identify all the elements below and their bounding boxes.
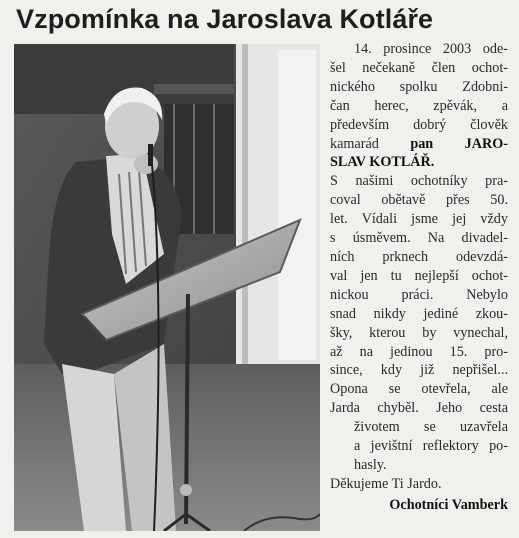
article-line: nickou práci. Nebylo (330, 286, 508, 303)
article-line: hasly. (354, 456, 387, 473)
article-line: a jevištní reflektory po- (354, 438, 508, 455)
article-line: životem se uzavřela (354, 419, 508, 436)
article-line: šky, kterou by vynechal, (330, 324, 508, 341)
article-line: čan herec, zpěvák, a (330, 97, 508, 114)
headline: Vzpomínka na Jaroslava Kotláře (16, 4, 434, 34)
article-line: S našimi ochotníky pra- (330, 173, 508, 190)
article-line: val jen tu nejlepší ochot- (330, 267, 508, 284)
deceased-name-part-2: SLAV KOTLÁŘ. (330, 154, 435, 171)
article-line: s úsměvem. Na divadel- (330, 230, 508, 247)
article-text (330, 40, 508, 515)
article-line: kamarád (330, 135, 379, 152)
photo-man-at-music-stand (14, 44, 320, 531)
deceased-name-part-1: pan JARO- (410, 135, 508, 152)
thanks-line: Děkujeme Ti Jardo. (330, 475, 442, 492)
article-line-with-name (330, 135, 508, 154)
signature-text: Ochotníci Vamberk (389, 496, 508, 513)
article-line: since, kdy již nepřišel... (330, 362, 508, 379)
article-line: především dobrý člověk (330, 116, 508, 133)
article-line: Opona se otevřela, ale (330, 381, 508, 398)
article-line: coval obětavě přes 50. (330, 192, 508, 209)
article-line: let. Vídali jsme jej vždy (330, 211, 508, 228)
article-line: šel nečekaně člen ochot- (330, 59, 508, 76)
article-line: nického spolku Zdobni- (330, 78, 508, 95)
article-line: až na jedinou 15. pro- (330, 343, 508, 360)
signature (330, 496, 508, 515)
article-line: snad nikdy jediné zkou- (330, 305, 508, 322)
photo-icon (14, 44, 320, 531)
article-line: Jarda chyběl. Jeho cesta (330, 400, 508, 417)
deceased-name-line (330, 153, 508, 172)
article-line: 14. prosince 2003 ode- (354, 41, 508, 57)
article-line: ních prknech odevzdá- (330, 248, 508, 265)
